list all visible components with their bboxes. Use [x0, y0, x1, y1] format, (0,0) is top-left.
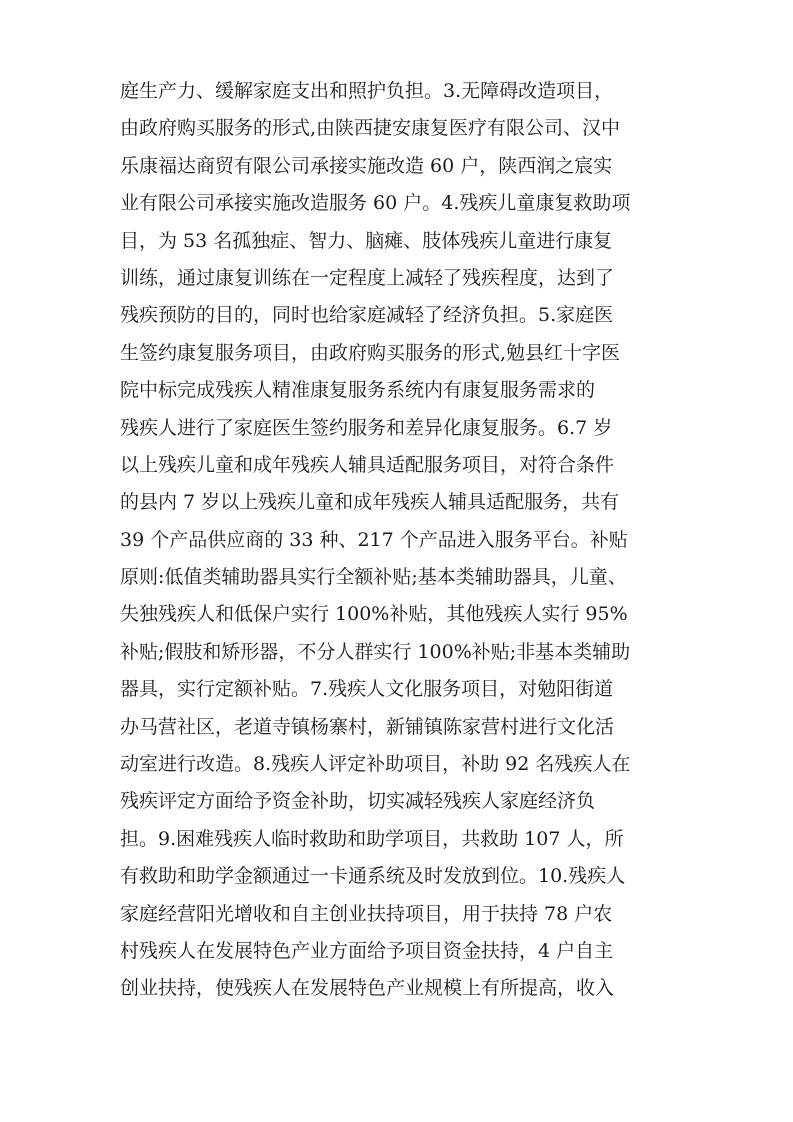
- text-line: 家庭经营阳光增收和自主创业扶持项目，用于扶持 78 户农: [120, 902, 613, 925]
- text-line: 残疾预防的目的，同时也给家庭减轻了经济负担。5.家庭医: [120, 304, 614, 327]
- text-line: 院中标完成残疾人精准康复服务系统内有康复服务需求的: [120, 379, 596, 402]
- text-line: 残疾评定方面给予资金补助，切实减轻残疾人家庭经济负: [120, 790, 596, 813]
- text-line: 有救助和助学金额通过一卡通系统及时发放到位。10.残疾人: [120, 865, 626, 888]
- text-line: 担。9.困难残疾人临时救助和助学项目，共救助 107 人，所: [120, 827, 624, 850]
- text-line: 生签约康复服务项目，由政府购买服务的形式,勉县红十字医: [120, 341, 621, 364]
- text-line: 的县内 7 岁以上残疾儿童和成年残疾人辅具适配服务，共有: [120, 491, 620, 514]
- text-line: 目，为 53 名孤独症、智力、脑瘫、肢体残疾儿童进行康复: [120, 229, 613, 252]
- text-line: 以上残疾儿童和成年残疾人辅具适配服务项目，对符合条件: [120, 453, 615, 476]
- body-text: [120, 73, 680, 1008]
- text-line: 残疾人进行了家庭医生签约服务和差异化康复服务。6.7 岁: [120, 416, 613, 439]
- text-line: 器具，实行定额补贴。7.残疾人文化服务项目，对勉阳街道: [120, 678, 614, 701]
- text-line: 补贴;假肢和矫形器，不分人群实行 100%补贴;非基本类辅助: [120, 640, 631, 663]
- text-line: 动室进行改造。8.残疾人评定补助项目，补助 92 名残疾人在: [120, 753, 631, 776]
- text-line: 村残疾人在发展特色产业方面给予项目资金扶持，4 户自主: [120, 939, 614, 962]
- text-line: 训练，通过康复训练在一定程度上减轻了残疾程度，达到了: [120, 266, 615, 289]
- text-line: 失独残疾人和低保户实行 100%补贴，其他残疾人实行 95%: [120, 603, 628, 626]
- text-line: 创业扶持，使残疾人在发展特色产业规模上有所提高，收入: [120, 977, 615, 1000]
- text-line: 乐康福达商贸有限公司承接实施改造 60 户，陕西润之宸实: [120, 154, 613, 177]
- text-line: 原则:低值类辅助器具实行全额补贴;基本类辅助器具，儿童、: [120, 566, 627, 589]
- text-line: 业有限公司承接实施改造服务 60 户。4.残疾儿童康复救助项: [120, 192, 631, 215]
- text-line: 庭生产力、缓解家庭支出和照护负担。3.无障碍改造项目，: [120, 80, 614, 102]
- text-line: 39 个产品供应商的 33 种、217 个产品进入服务平台。补贴: [120, 528, 628, 551]
- text-line: 办马营社区，老道寺镇杨寨村，新铺镇陈家营村进行文化活: [120, 715, 615, 738]
- text-line: 由政府购买服务的形式,由陕西捷安康复医疗有限公司、汉中: [120, 117, 621, 140]
